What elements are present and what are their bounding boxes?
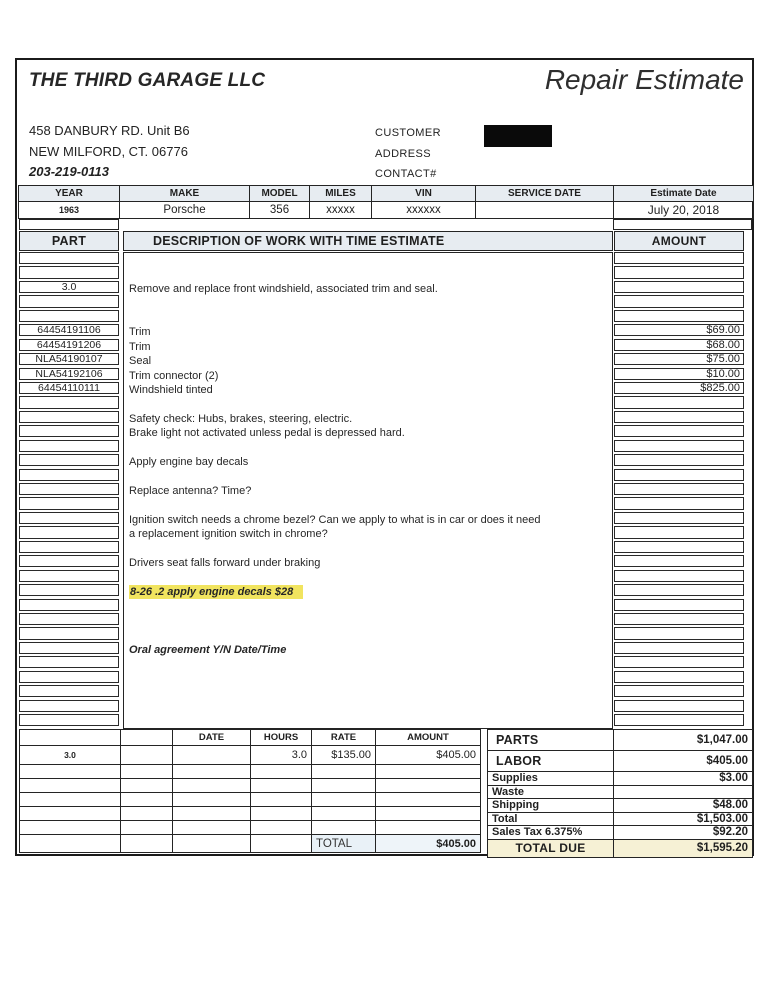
amount-row-slot [614, 310, 744, 324]
description-column-header: DESCRIPTION OF WORK WITH TIME ESTIMATE [123, 231, 613, 251]
amount-cell [614, 440, 744, 452]
labor-cell: $405.00 [376, 835, 481, 853]
part-number-cell [19, 584, 119, 596]
description-line [124, 470, 612, 484]
part-number-cell [19, 440, 119, 452]
description-line: Oral agreement Y/N Date/Time [129, 643, 287, 656]
part-number-cell: 64454191106 [19, 324, 119, 336]
amount-cell [614, 685, 744, 697]
amount-row-slot [614, 714, 744, 728]
summary-label: TOTAL DUE [488, 839, 614, 857]
labor-header-cell: AMOUNT [376, 730, 481, 746]
labor-header-row [20, 730, 481, 746]
summary-row [488, 751, 753, 772]
labor-cell [20, 835, 121, 853]
summary-row [488, 812, 753, 826]
description-line: Seal [129, 355, 152, 368]
part-row-slot [19, 266, 119, 280]
labor-row [20, 793, 481, 807]
amount-cell [614, 497, 744, 509]
part-number-cell [19, 454, 119, 466]
amount-row-slot [614, 368, 744, 382]
amount-cell [614, 526, 744, 538]
totals-summary-table [487, 729, 753, 858]
part-row-slot [19, 411, 119, 425]
part-number-cell [19, 627, 119, 639]
summary-value: $3.00 [614, 772, 753, 786]
labor-cell [312, 765, 376, 779]
labor-cell [20, 793, 121, 807]
labor-cell [251, 835, 312, 853]
part-number-column [19, 252, 119, 728]
description-line [124, 311, 612, 325]
part-number-cell [19, 541, 119, 553]
part-number-cell [19, 685, 119, 697]
amount-row-slot [614, 281, 744, 295]
part-row-slot [19, 627, 119, 641]
amount-row-slot [614, 570, 744, 584]
amount-cell [614, 310, 744, 322]
labor-cell [312, 779, 376, 793]
amount-cell [614, 599, 744, 611]
vehicle-header-row [19, 186, 754, 202]
part-row-slot [19, 339, 119, 353]
description-line [124, 253, 612, 267]
amount-row-slot [614, 700, 744, 714]
part-number-cell: 64454191206 [19, 339, 119, 351]
amount-row-slot [614, 584, 744, 598]
labor-cell: $405.00 [376, 746, 481, 765]
labor-cell [121, 835, 173, 853]
amount-cell [614, 266, 744, 278]
labor-cell [312, 793, 376, 807]
labor-cell [251, 765, 312, 779]
description-line [124, 296, 612, 310]
amount-row-slot [614, 324, 744, 338]
vehicle-value-cell: Porsche [120, 202, 250, 219]
part-row-slot [19, 700, 119, 714]
part-number-cell [19, 512, 119, 524]
labor-row [20, 807, 481, 821]
labor-cell [173, 835, 251, 853]
summary-value [614, 785, 753, 799]
part-number-cell [19, 266, 119, 278]
labor-cell [20, 779, 121, 793]
amount-cell [614, 671, 744, 683]
summary-label: Sales Tax 6.375% [488, 826, 614, 840]
part-number-cell [19, 555, 119, 567]
contact-label: CONTACT# [375, 168, 437, 180]
part-number-cell [19, 613, 119, 625]
amount-row-slot [614, 469, 744, 483]
amount-cell [614, 295, 744, 307]
summary-row [488, 730, 753, 751]
spacer-cell-right [613, 219, 752, 230]
part-row-slot [19, 252, 119, 266]
summary-row [488, 785, 753, 799]
part-number-cell [19, 411, 119, 423]
labor-cell [121, 793, 173, 807]
description-line [124, 267, 612, 281]
description-line [124, 397, 612, 411]
part-row-slot [19, 483, 119, 497]
labor-cell [121, 779, 173, 793]
part-number-cell [19, 656, 119, 668]
amount-row-slot [614, 685, 744, 699]
vehicle-info-table [18, 185, 754, 219]
labor-cell [312, 821, 376, 835]
part-number-cell: 64454110111 [19, 382, 119, 394]
description-line [124, 614, 612, 628]
labor-cell [312, 807, 376, 821]
summary-row [488, 826, 753, 840]
estimate-sheet [15, 58, 754, 856]
description-line: Brake light not activated unless pedal is depressed hard. [129, 427, 405, 440]
description-line: Safety check: Hubs, brakes, steering, electric. [129, 412, 353, 425]
part-number-cell [19, 671, 119, 683]
part-number-cell [19, 714, 119, 726]
customer-label: CUSTOMER [375, 127, 441, 139]
part-row-slot [19, 310, 119, 324]
labor-header-cell [121, 730, 173, 746]
part-number-cell [19, 396, 119, 408]
amount-row-slot [614, 671, 744, 685]
description-line [124, 498, 612, 512]
summary-value: $1,047.00 [614, 730, 753, 751]
labor-cell [173, 779, 251, 793]
labor-cell [121, 746, 173, 765]
amount-row-slot [614, 411, 744, 425]
vehicle-header-cell: VIN [372, 186, 476, 202]
summary-value: $405.00 [614, 751, 753, 772]
vehicle-value-cell: 356 [250, 202, 310, 219]
description-line: Drivers seat falls forward under braking [129, 557, 321, 570]
amount-cell [614, 570, 744, 582]
summary-label: PARTS [488, 730, 614, 751]
spacer-cell-left [19, 219, 119, 230]
part-row-slot [19, 295, 119, 309]
shop-phone: 203-219-0113 [29, 164, 109, 179]
part-row-slot [19, 368, 119, 382]
vehicle-header-cell: Estimate Date [614, 186, 754, 202]
amount-row-slot [614, 252, 744, 266]
vehicle-value-row [19, 202, 754, 219]
vehicle-header-cell: MODEL [250, 186, 310, 202]
labor-cell [20, 821, 121, 835]
part-row-slot [19, 512, 119, 526]
address-label: ADDRESS [375, 148, 431, 160]
part-row-slot [19, 396, 119, 410]
vehicle-header-cell: MAKE [120, 186, 250, 202]
part-row-slot [19, 497, 119, 511]
labor-cell: 3.0 [251, 746, 312, 765]
summary-value: $1,503.00 [614, 812, 753, 826]
part-row-slot [19, 382, 119, 396]
part-number-cell [19, 252, 119, 264]
amount-cell [614, 281, 744, 293]
amount-row-slot [614, 266, 744, 280]
description-line [124, 441, 612, 455]
labor-row [20, 821, 481, 835]
amount-cell [614, 454, 744, 466]
labor-cell [173, 807, 251, 821]
amount-row-slot [614, 425, 744, 439]
labor-total-label-cell: TOTAL [312, 835, 376, 853]
labor-cell [173, 765, 251, 779]
part-row-slot [19, 584, 119, 598]
labor-cell [376, 821, 481, 835]
part-number-cell [19, 295, 119, 307]
part-row-slot [19, 555, 119, 569]
part-row-slot [19, 324, 119, 338]
amount-cell [614, 555, 744, 567]
summary-value: $48.00 [614, 799, 753, 813]
part-number-cell [19, 425, 119, 437]
amount-cell [614, 469, 744, 481]
description-line [124, 686, 612, 700]
part-row-slot [19, 656, 119, 670]
amount-cell: $75.00 [614, 353, 744, 365]
amount-cell [614, 714, 744, 726]
summary-label: Shipping [488, 799, 614, 813]
amount-row-slot [614, 497, 744, 511]
part-number-cell [19, 497, 119, 509]
amount-cell [614, 613, 744, 625]
summary-value: $92.20 [614, 826, 753, 840]
amount-row-slot [614, 339, 744, 353]
amount-cell [614, 700, 744, 712]
labor-row [20, 835, 481, 853]
description-line [124, 542, 612, 556]
part-number-cell [19, 642, 119, 654]
part-row-slot [19, 526, 119, 540]
vehicle-header-cell: SERVICE DATE [476, 186, 614, 202]
amount-row-slot [614, 396, 744, 410]
amount-cell [614, 396, 744, 408]
amount-cell [614, 541, 744, 553]
amount-row-slot [614, 555, 744, 569]
summary-label: LABOR [488, 751, 614, 772]
vehicle-header-cell: YEAR [19, 186, 120, 202]
amount-row-slot [614, 382, 744, 396]
description-line [124, 657, 612, 671]
amount-cell [614, 425, 744, 437]
description-line [124, 571, 612, 585]
description-line [124, 628, 612, 642]
description-line: Trim [129, 326, 151, 339]
labor-header-cell: HOURS [251, 730, 312, 746]
amount-row-slot [614, 454, 744, 468]
amount-row-slot [614, 483, 744, 497]
amount-cell [614, 252, 744, 264]
description-line: Trim connector (2) [129, 369, 219, 382]
amount-row-slot [614, 613, 744, 627]
amount-row-slot [614, 440, 744, 454]
labor-cell [121, 821, 173, 835]
part-row-slot [19, 671, 119, 685]
labor-cell [121, 765, 173, 779]
shop-address-line2: NEW MILFORD, CT. 06776 [29, 144, 188, 159]
labor-cell [376, 807, 481, 821]
amount-cell [614, 512, 744, 524]
summary-label: Total [488, 812, 614, 826]
description-line: Trim [129, 340, 151, 353]
description-line: Remove and replace front windshield, associated trim and seal. [129, 282, 438, 295]
amount-row-slot [614, 599, 744, 613]
vehicle-value-cell: July 20, 2018 [614, 202, 754, 219]
vehicle-value-cell: 1963 [19, 202, 120, 219]
labor-header-cell [20, 730, 121, 746]
labor-cell [251, 779, 312, 793]
amount-cell: $825.00 [614, 382, 744, 394]
customer-name-redaction-box [484, 125, 552, 147]
description-line: Ignition switch needs a chrome bezel? Can we apply to what is in car or does it need [129, 513, 541, 526]
amount-row-slot [614, 627, 744, 641]
labor-cell [20, 765, 121, 779]
highlighted-note: 8-26 .2 apply engine decals $28 [129, 585, 303, 599]
part-row-slot [19, 570, 119, 584]
part-row-slot [19, 685, 119, 699]
labor-cell: 3.0 [20, 746, 121, 765]
part-row-slot [19, 642, 119, 656]
description-line [124, 585, 612, 599]
summary-row [488, 772, 753, 786]
description-line [124, 701, 612, 715]
part-row-slot [19, 440, 119, 454]
description-line [124, 715, 612, 729]
description-line [124, 600, 612, 614]
labor-row [20, 746, 481, 765]
labor-header-cell: DATE [173, 730, 251, 746]
part-number-cell: NLA54192106 [19, 368, 119, 380]
part-number-cell [19, 469, 119, 481]
labor-cell [121, 807, 173, 821]
shop-address-line1: 458 DANBURY RD. Unit B6 [29, 123, 190, 138]
labor-cell [251, 807, 312, 821]
amount-row-slot [614, 656, 744, 670]
amount-column-header: AMOUNT [614, 231, 744, 251]
summary-value: $1,595.20 [614, 839, 753, 857]
part-column-header: PART [19, 231, 119, 251]
amount-cell: $10.00 [614, 368, 744, 380]
summary-row [488, 799, 753, 813]
vehicle-value-cell: xxxxxx [372, 202, 476, 219]
description-line: Replace antenna? Time? [129, 485, 252, 497]
labor-cell [173, 821, 251, 835]
amount-row-slot [614, 541, 744, 555]
description-line [124, 672, 612, 686]
part-row-slot [19, 714, 119, 728]
amount-row-slot [614, 526, 744, 540]
part-number-cell [19, 310, 119, 322]
amount-column [614, 252, 744, 728]
labor-cell [251, 793, 312, 807]
description-line: Windshield tinted [129, 383, 213, 396]
part-row-slot [19, 613, 119, 627]
labor-row [20, 779, 481, 793]
amount-row-slot [614, 295, 744, 309]
part-row-slot [19, 469, 119, 483]
description-line: Apply engine bay decals [129, 456, 249, 469]
company-name: THE THIRD GARAGE LLC [29, 70, 266, 91]
vehicle-value-cell [476, 202, 614, 219]
labor-cell [376, 765, 481, 779]
vehicle-header-cell: MILES [310, 186, 372, 202]
amount-row-slot [614, 353, 744, 367]
vehicle-value-cell: xxxxx [310, 202, 372, 219]
part-row-slot [19, 454, 119, 468]
part-number-cell [19, 700, 119, 712]
work-description-box [123, 252, 613, 729]
summary-row [488, 839, 753, 857]
part-number-cell [19, 483, 119, 495]
part-number-cell: NLA54190107 [19, 353, 119, 365]
amount-cell [614, 483, 744, 495]
amount-cell [614, 584, 744, 596]
labor-row [20, 765, 481, 779]
part-row-slot [19, 599, 119, 613]
labor-cell [376, 793, 481, 807]
part-number-cell [19, 599, 119, 611]
labor-cell [251, 821, 312, 835]
summary-label: Waste [488, 785, 614, 799]
summary-label: Supplies [488, 772, 614, 786]
amount-cell [614, 411, 744, 423]
part-row-slot [19, 541, 119, 555]
description-line: a replacement ignition switch in chrome? [129, 528, 328, 541]
part-number-cell: 3.0 [19, 281, 119, 293]
labor-cell [173, 793, 251, 807]
amount-cell [614, 627, 744, 639]
amount-cell: $68.00 [614, 339, 744, 351]
labor-cell [20, 807, 121, 821]
amount-cell: $69.00 [614, 324, 744, 336]
part-number-cell [19, 570, 119, 582]
labor-cell [173, 746, 251, 765]
part-row-slot [19, 281, 119, 295]
labor-cell [376, 779, 481, 793]
labor-cell: $135.00 [312, 746, 376, 765]
labor-header-cell: RATE [312, 730, 376, 746]
labor-detail-table [19, 729, 481, 853]
part-row-slot [19, 353, 119, 367]
part-number-cell [19, 526, 119, 538]
amount-cell [614, 656, 744, 668]
amount-cell [614, 642, 744, 654]
amount-row-slot [614, 512, 744, 526]
document-title: Repair Estimate [544, 64, 744, 95]
amount-row-slot [614, 642, 744, 656]
part-row-slot [19, 425, 119, 439]
